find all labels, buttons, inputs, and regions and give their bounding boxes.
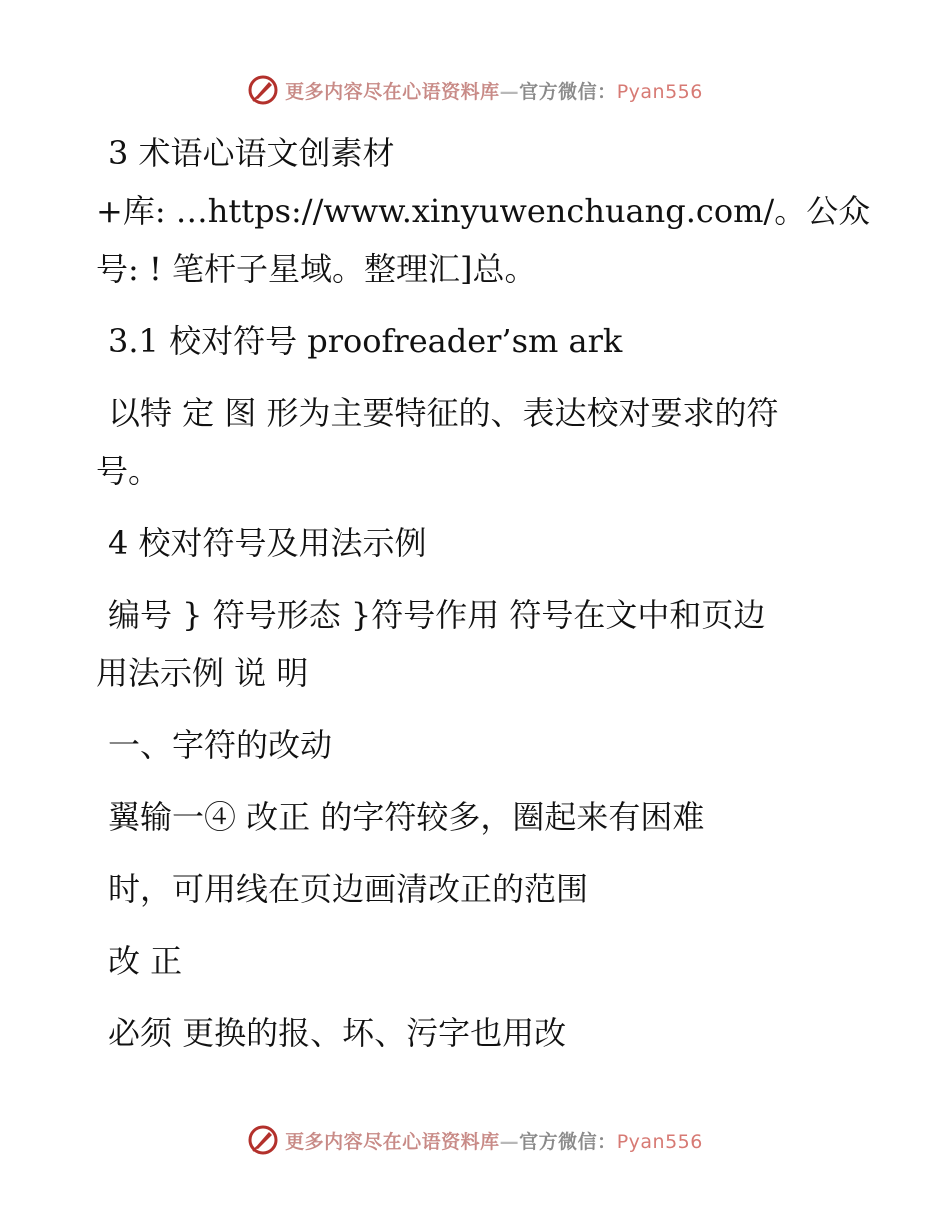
section-heading-3-1 [96,312,876,370]
quill-logo-icon [247,74,279,106]
paragraph-example-2 [96,860,876,918]
paragraph-example-3 [96,1004,876,1062]
banner-brand: 更多内容尽在心语资料库 [285,80,500,103]
line: 3 术语心语文创素材 [108,134,395,172]
paragraph-example-1 [96,788,876,846]
line: 以特 定 图 形为主要特征的、表达校对要求的符 [108,394,779,432]
paragraph-terms-cont2 [96,240,876,298]
line: 号: ! 笔杆子星域。整理汇]总。 [96,250,537,288]
section-heading-4 [96,514,876,572]
banner-dash: — [499,80,520,103]
banner-brand: 更多内容尽在心语资料库 [285,1130,500,1153]
banner-contact: 官方微信： [519,80,617,103]
line: 号。 [96,452,161,490]
section-heading-char-change [96,716,876,774]
line: 用法示例 说 明 [96,654,309,692]
paragraph-definition [96,384,876,442]
line: 一、字符的改动 [108,726,333,764]
line: 4 校对符号及用法示例 [108,524,427,562]
banner-contact: 官方微信： [519,1130,617,1153]
line: +库: …https://www.xinyuwenchuang.com/。公众 [96,192,871,230]
line: 时，可用线在页边画清改正的范围 [108,870,589,908]
line: 3.1 校对符号 proofreader’sm ark [108,322,623,360]
footer-banner [0,1120,950,1160]
paragraph-definition-cont [96,442,876,500]
paragraph-terms-cont [96,182,876,240]
banner-dash: — [499,1130,520,1153]
header-banner [0,70,950,110]
document-body [96,124,876,1062]
line: 翼输一④ 改正 的字符较多，圈起来有困难 [108,798,705,836]
line: 改 正 [108,942,183,980]
banner-wechat-id: Pyan556 [616,80,703,103]
paragraph-terms [96,124,876,182]
table-header-line-cont [96,644,876,702]
table-header-line [96,586,876,644]
quill-logo-icon [247,1124,279,1156]
line: 编号 } 符号形态 }符号作用 符号在文中和页边 [108,596,766,634]
paragraph-correct-label [96,932,876,990]
banner-wechat-id: Pyan556 [616,1130,703,1153]
line: 必须 更换的报、坏、污字也用改 [108,1014,567,1052]
banner-text [285,77,703,104]
banner-text [285,1127,703,1154]
